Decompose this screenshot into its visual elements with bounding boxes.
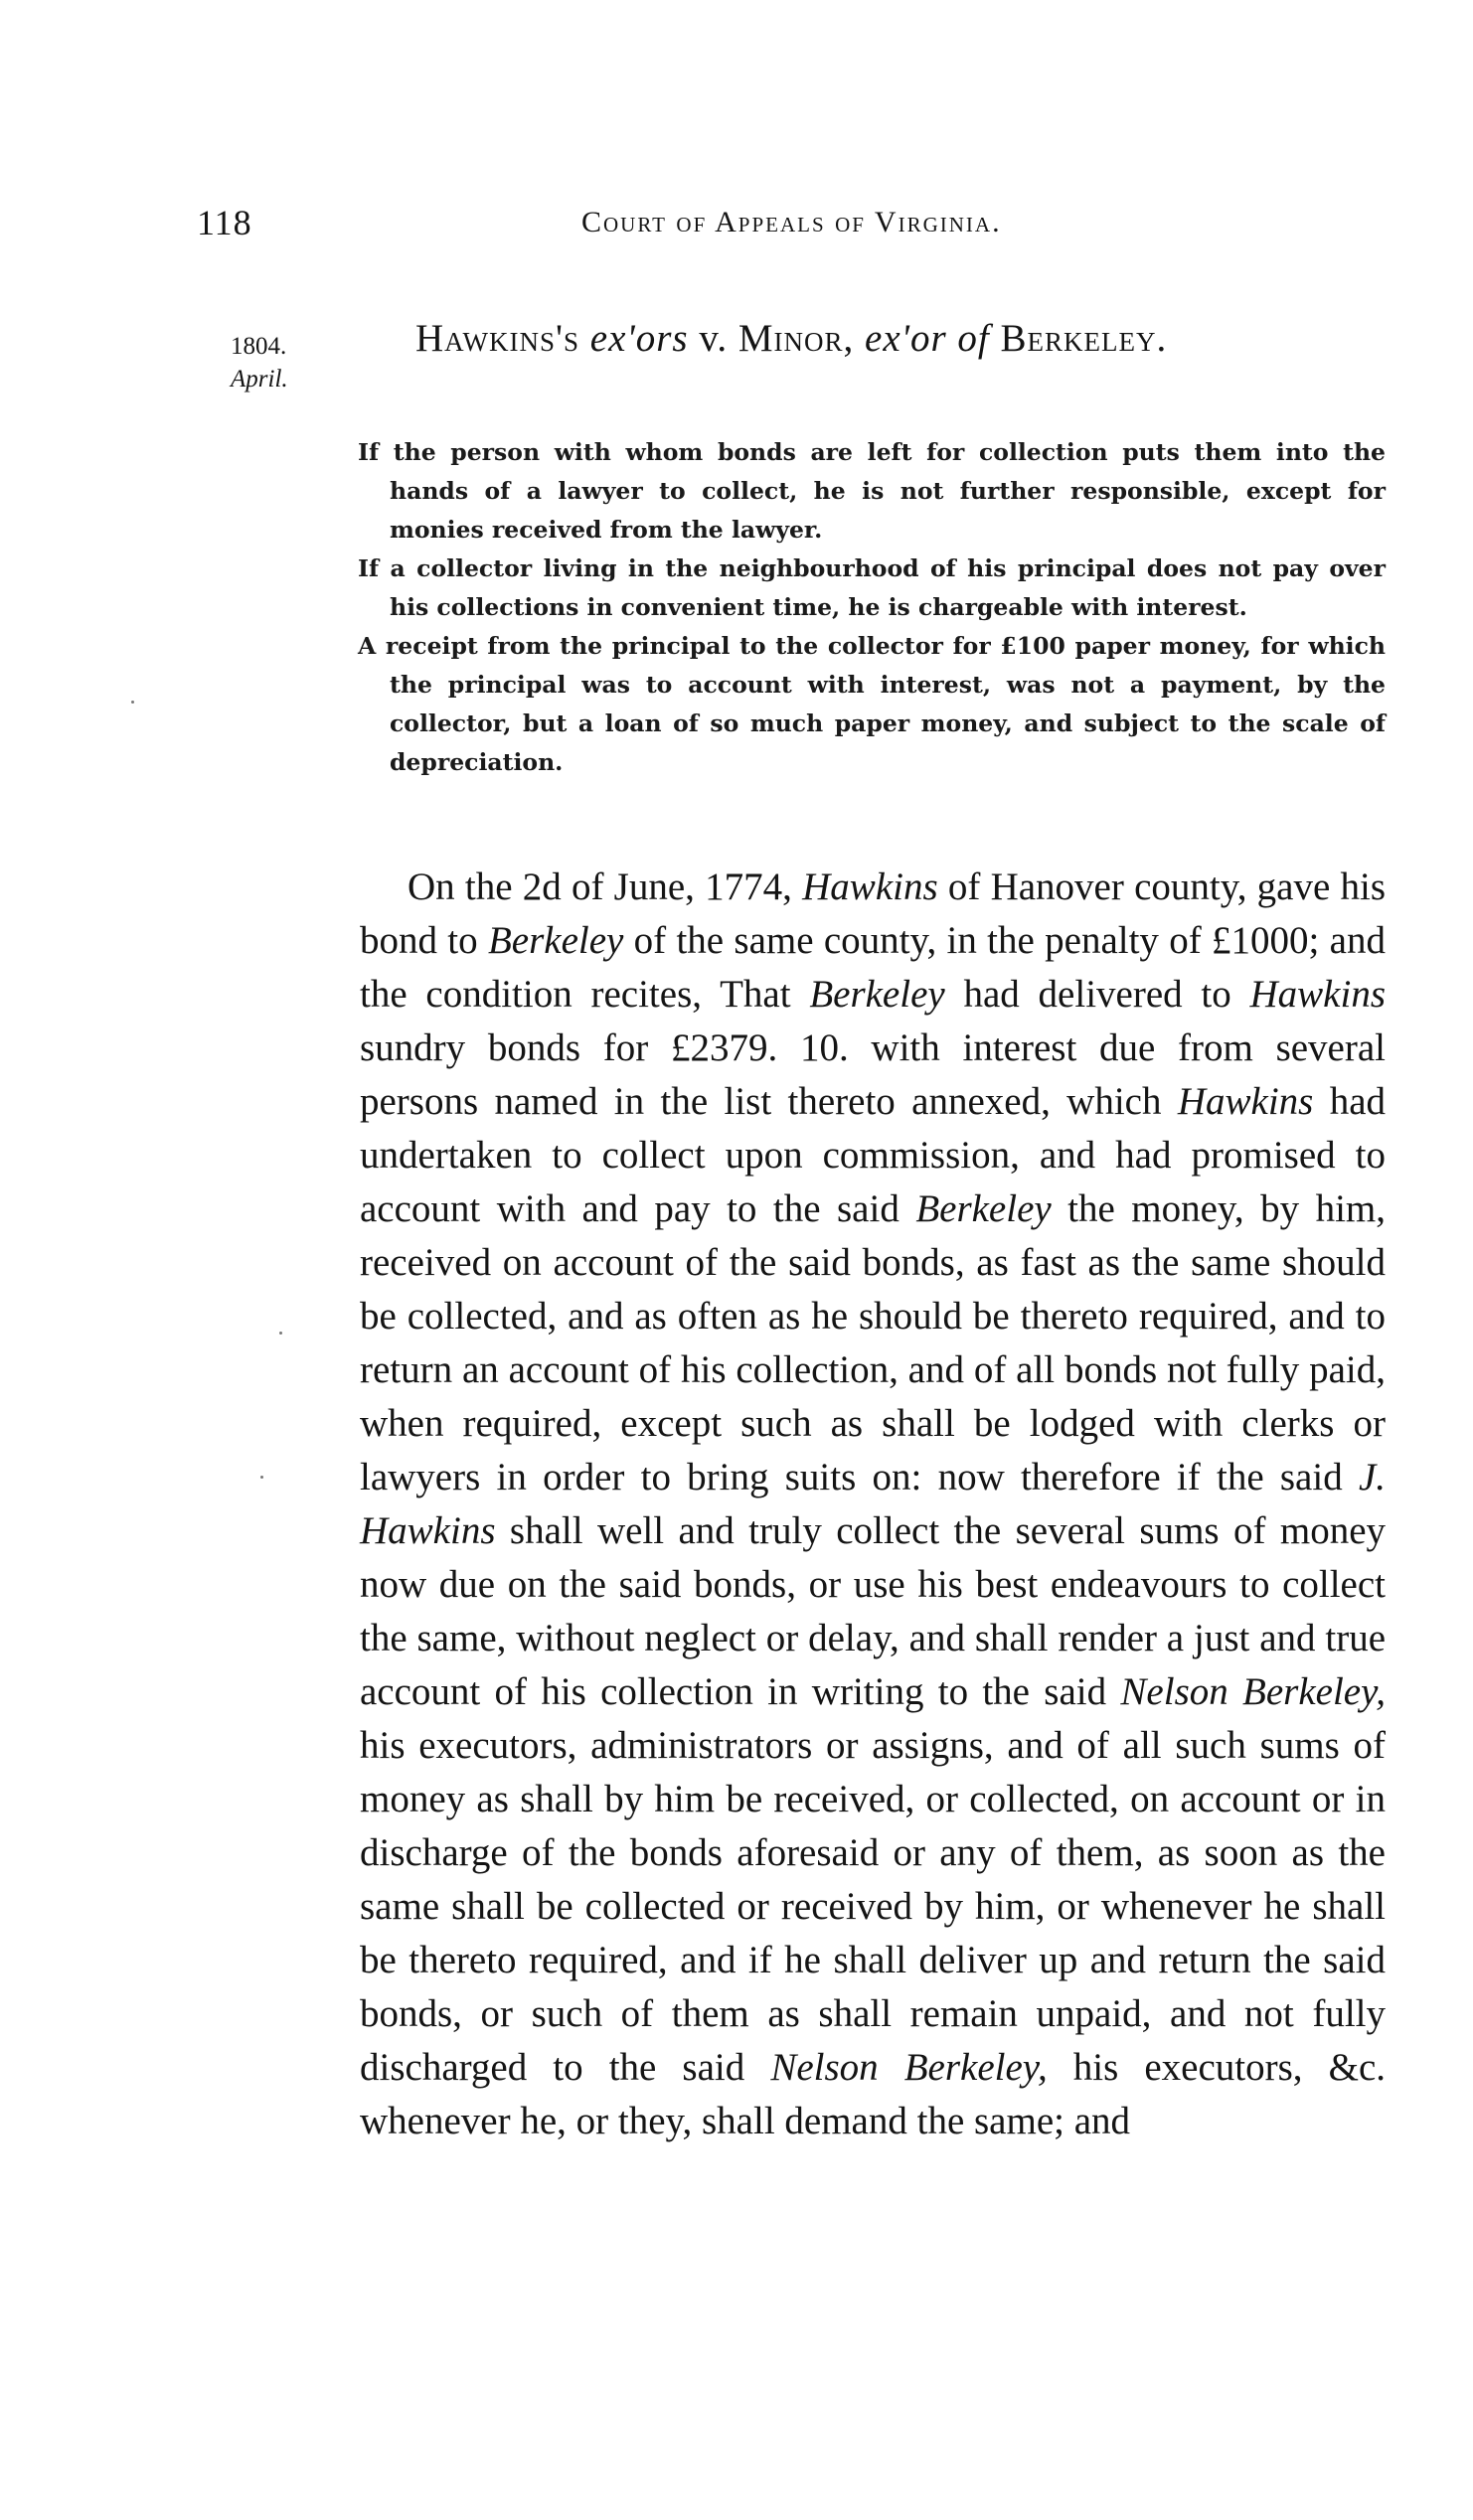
body-text-run: his executors, &c. whenever he, or they, shall demand the same; and <box>360 2046 1387 2142</box>
plaintiff-role: ex'ors <box>589 317 689 360</box>
party-name: Berkeley <box>809 973 945 1016</box>
party-name: Nelson Berkeley, <box>770 2046 1048 2089</box>
page-number: 118 <box>197 203 252 242</box>
scan-speck <box>131 701 134 704</box>
margin-date-note <box>231 330 340 395</box>
estate-name: Berkeley. <box>1000 317 1168 360</box>
party-name: Hawkins <box>1177 1080 1314 1123</box>
case-title <box>415 316 1167 361</box>
body-text-run: had undertaken to collect upon commission, and had promised to account with and pay to the said <box>360 1080 1387 1230</box>
party-name: J. Hawkins <box>360 1456 1387 1552</box>
party-name: Berkeley <box>915 1187 1052 1230</box>
scan-speck <box>260 1476 263 1479</box>
defendant-role: ex'or of <box>865 317 990 360</box>
body-text-run: his executors, administrators or assigns, and of all such sums of money as shall by him be received, or collected, on account or in discharge of the bonds aforesaid or any of them, as soon as the same shall be collected or received by him, or whenever he shall be thereto required, and if he shall deliver up and return the said bonds, or such of them as shall remain unpaid, and not fully discharged to the said <box>360 1724 1386 2089</box>
scan-speck <box>279 1332 282 1335</box>
headnote: A receipt from the principal to the collector for £100 paper money, for which the principal was to account with interest, was not a payment, by the collector, but a loan of so much paper money, and subject to the scale of depreciation. <box>358 632 1386 776</box>
versus: v. <box>699 317 729 360</box>
party-name: Hawkins <box>1249 973 1386 1016</box>
party-name: Berkeley <box>487 919 624 962</box>
body-text-run: of Hanover county, gave his bond to <box>360 866 1387 962</box>
headnotes <box>358 433 1386 782</box>
body-paragraph <box>360 861 1386 2148</box>
body-text-run: had delivered to <box>963 973 1231 1016</box>
headnote: If the person with whom bonds are left for collection puts them into the hands of a lawyer to collect, he is not further responsible, except for monies received from the lawyer. <box>358 438 1386 544</box>
margin-month: April. <box>231 366 288 393</box>
body-text-run: of the same county, in the penalty of £1000; and the condition recites, That <box>360 919 1386 1016</box>
body-text-run: On the 2d of June, 1774, <box>408 866 792 908</box>
body-text-run: sundry bonds for £2379. 10. with interest due from several persons named in the list thereto annexed, which <box>360 1026 1386 1123</box>
body-text-run: shall well and truly collect the several sums of money now due on the said bonds, or use his best endeavours to collect the same, without neglect or delay, and shall render a just and true account of his collection in writing to the said <box>360 1509 1386 1713</box>
margin-year: 1804. <box>231 333 287 360</box>
defendant-name: Minor, <box>737 317 855 360</box>
running-head: Court of Appeals of Virginia. <box>581 206 1002 238</box>
body-text-run: the money, by him, received on account of the said bonds, as fast as the same should be collected, and as often as he should be thereto required, and to return an account of his collection, and of all bonds not fully paid, when required, except such as shall be lodged with clerks or lawyers in order to bring suits on: now therefore if the said <box>360 1187 1387 1498</box>
headnote: If a collector living in the neighbourhood of his principal does not pay over his collections in convenient time, he is chargeable with interest. <box>358 554 1386 621</box>
plaintiff-name: Hawkins's <box>415 317 580 360</box>
party-name: Hawkins <box>802 866 938 908</box>
party-name: Nelson Berkeley, <box>1120 1670 1387 1713</box>
